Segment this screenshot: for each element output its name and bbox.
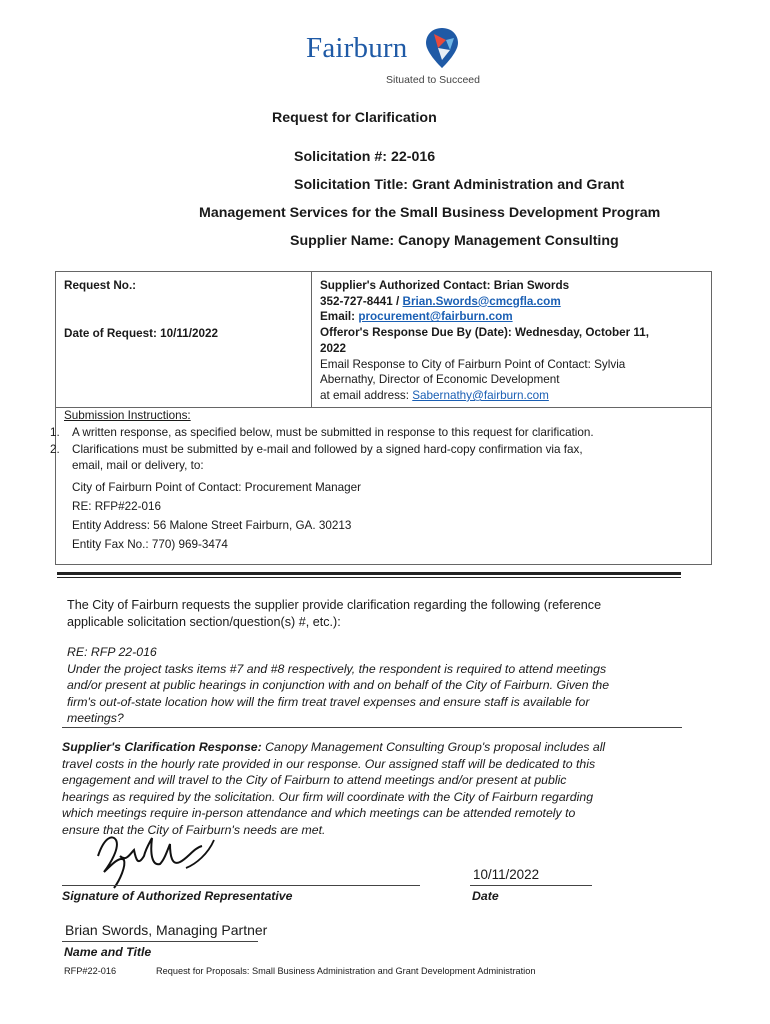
item-1-text: A written response, as specified below, must be submitted in response to this request for clarification. [72, 425, 594, 439]
instruction-item-1 [50, 425, 709, 442]
intro-paragraph [67, 597, 707, 630]
solicitation-number: Solicitation #: 22-016 [294, 149, 436, 165]
name-title-value: Brian Swords, Managing Partner [65, 922, 268, 938]
re-line: RE: RFP#22-016 [72, 500, 161, 514]
authorized-contact: Supplier's Authorized Contact: Brian Swords [320, 279, 570, 292]
response-text-1: Canopy Management Consulting Group's proposal includes all [261, 740, 606, 754]
date-value: 10/11/2022 [473, 867, 540, 882]
solicitation-title-line1: Solicitation Title: Grant Administration and Grant [294, 177, 625, 193]
response-line5: which meetings require in-person attendance and which meetings can be attended remotely to [62, 806, 576, 820]
question-line4: meetings? [67, 711, 124, 725]
handwritten-signature [90, 826, 230, 892]
item-1-number: 1. [50, 425, 60, 439]
solicitation-title-line2: Management Services for the Small Business Development Program [199, 205, 661, 221]
response-due: Offeror's Response Due By (Date): Wednesday, October 11, [320, 326, 650, 340]
contact-email-link[interactable]: Brian.Swords@cmcgfla.com [402, 294, 561, 308]
item-2-number: 2. [50, 442, 60, 456]
name-title-label: Name and Title [64, 945, 152, 959]
poc-block [64, 478, 709, 554]
email-response-label: at email address: [320, 388, 413, 402]
instruction-item-2 [50, 442, 709, 476]
footer-description: Request for Proposals: Small Business Administration and Grant Development Administration [156, 966, 536, 976]
response-line4: hearings as required by the solicitation. Our firm will coordinate with the City of Fairburn regarding [62, 789, 594, 804]
signature-line [62, 885, 420, 886]
email-response-line2: Abernathy, Director of Economic Development [320, 373, 560, 387]
contact-phone-line [320, 294, 708, 310]
logo-tagline: Situated to Succeed [386, 74, 480, 86]
item-2-text-cont: email, mail or delivery, to: [72, 459, 204, 473]
date-label: Date [472, 889, 499, 903]
date-of-request: Date of Request: 10/11/2022 [64, 327, 218, 340]
instructions-heading: Submission Instructions: [64, 409, 191, 422]
email-response-line1: Email Response to City of Fairburn Point of Contact: Sylvia [320, 357, 626, 371]
item-2-text: Clarifications must be submitted by e-mail and followed by a signed hard-copy confirmation via fax, [72, 442, 583, 456]
date-line [470, 885, 592, 886]
footer-rfp: RFP#22-016 [64, 966, 117, 976]
address-line: Entity Address: 56 Malone Street Fairburn, GA. 30213 [72, 519, 352, 533]
separator-thin [57, 577, 681, 578]
fax-line: Entity Fax No.: 770) 969-3474 [72, 538, 228, 552]
contact-email-line [320, 309, 708, 325]
signature-label: Signature of Authorized Representative [62, 889, 293, 903]
response-line1 [62, 739, 702, 756]
submission-instructions [50, 408, 709, 554]
response-line2: travel costs in the hourly rate provided in our response. Our assigned staff will be dedicated to this [62, 756, 596, 771]
question-line2: and/or present at public hearings in conjunction with and on behalf of the City of Fairburn. Given the [67, 678, 610, 692]
table-divider [311, 271, 312, 407]
contact-phone: 352-727-8441 / [320, 294, 403, 308]
sabernathy-email-link[interactable]: Sabernathy@fairburn.com [412, 388, 549, 402]
email-label: Email: [320, 310, 359, 324]
response-label: Supplier's Clarification Response: [62, 740, 262, 754]
intro-line2: applicable solicitation section/question(s) #, etc.): [67, 614, 341, 629]
response-due-year: 2022 [320, 341, 347, 355]
question-rule [62, 727, 682, 728]
logo-wordmark: Fairburn [306, 32, 408, 64]
response-line6: ensure that the City of Fairburn's needs are met. [62, 822, 326, 837]
name-line [62, 941, 258, 942]
intro-line1: The City of Fairburn requests the supplier provide clarification regarding the following (reference [67, 598, 602, 612]
question-block [67, 644, 707, 727]
question-re: RE: RFP 22-016 [67, 645, 157, 659]
question-line1: Under the project tasks items #7 and #8 respectively, the respondent is required to attend meetings [67, 661, 607, 676]
procurement-email-link[interactable]: procurement@fairburn.com [358, 310, 513, 324]
contact-block [320, 278, 708, 404]
poc-line: City of Fairburn Point of Contact: Procurement Manager [72, 481, 362, 495]
response-line3: engagement and will travel to the City of Fairburn to attend meetings and/or present at public [62, 773, 567, 787]
email-response-line3 [320, 388, 708, 404]
separator-thick [57, 572, 681, 575]
page-title: Request for Clarification [272, 110, 437, 126]
response-block [62, 739, 702, 838]
logo-pin-icon [422, 26, 462, 70]
supplier-name: Supplier Name: Canopy Management Consulting [290, 233, 619, 249]
request-no-label: Request No.: [64, 279, 137, 292]
question-line3: firm's out-of-state location how will the firm treat travel expenses and ensure staff is available for [67, 694, 590, 709]
